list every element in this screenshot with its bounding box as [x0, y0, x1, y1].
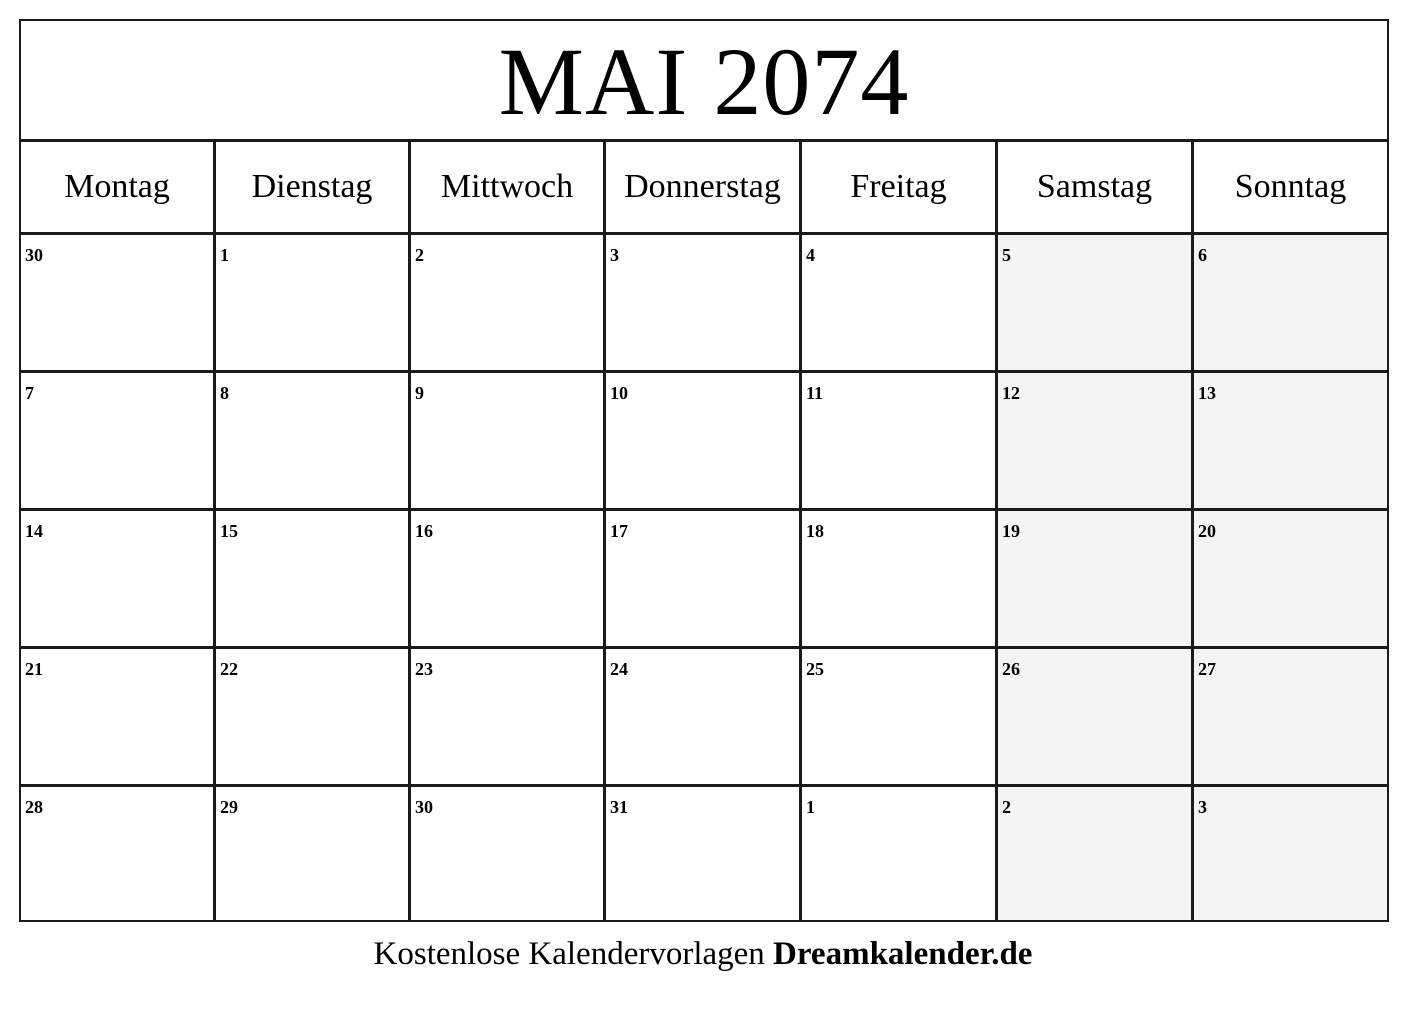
day-cell[interactable] [606, 787, 802, 920]
day-cell[interactable] [216, 511, 411, 649]
calendar-title: MAI 2074 [498, 28, 910, 135]
weekday-header-tuesday [216, 142, 411, 235]
day-number: 15 [220, 521, 238, 541]
day-number: 29 [220, 797, 238, 817]
day-number: 2 [415, 245, 424, 265]
weekday-header-thursday [606, 142, 802, 235]
day-cell[interactable] [411, 235, 606, 373]
footer-brand-link[interactable]: Dreamkalender.de [773, 936, 1033, 972]
day-number: 17 [610, 521, 628, 541]
day-number: 3 [610, 245, 619, 265]
day-cell[interactable] [21, 235, 216, 373]
day-number: 1 [220, 245, 229, 265]
weekday-header-monday [21, 142, 216, 235]
day-cell-weekend[interactable] [1194, 373, 1387, 511]
week-row-2 [21, 373, 1387, 511]
week-row-3 [21, 511, 1387, 649]
weekday-label: Dienstag [251, 168, 373, 205]
day-cell[interactable] [21, 511, 216, 649]
day-number: 22 [220, 659, 238, 679]
day-cell[interactable] [411, 787, 606, 920]
day-cell[interactable] [411, 373, 606, 511]
day-number: 26 [1002, 659, 1020, 679]
week-row-4 [21, 649, 1387, 787]
day-number: 2 [1002, 797, 1011, 817]
day-cell-weekend[interactable] [1194, 649, 1387, 787]
day-number: 7 [25, 383, 34, 403]
day-number: 25 [806, 659, 824, 679]
day-cell[interactable] [411, 511, 606, 649]
day-number: 31 [610, 797, 628, 817]
day-number: 28 [25, 797, 43, 817]
day-number: 19 [1002, 521, 1020, 541]
weekday-header-sunday [1194, 142, 1387, 235]
day-number: 3 [1198, 797, 1207, 817]
day-number: 27 [1198, 659, 1216, 679]
day-cell[interactable] [411, 649, 606, 787]
weekday-label: Mittwoch [440, 168, 574, 205]
day-cell-weekend[interactable] [1194, 511, 1387, 649]
day-cell[interactable] [802, 373, 998, 511]
week-row-1 [21, 235, 1387, 373]
weekday-header-saturday [998, 142, 1194, 235]
day-cell[interactable] [216, 373, 411, 511]
footer-text: Kostenlose Kalendervorlagen [373, 936, 765, 972]
day-number: 5 [1002, 245, 1011, 265]
day-number: 20 [1198, 521, 1216, 541]
day-number: 13 [1198, 383, 1216, 403]
day-number: 18 [806, 521, 824, 541]
day-cell[interactable] [21, 373, 216, 511]
day-cell[interactable] [606, 373, 802, 511]
day-number: 12 [1002, 383, 1020, 403]
calendar-grid [21, 142, 1387, 920]
day-number: 23 [415, 659, 433, 679]
day-cell[interactable] [802, 787, 998, 920]
day-number: 10 [610, 383, 628, 403]
day-cell[interactable] [802, 235, 998, 373]
weekday-header-friday [802, 142, 998, 235]
weekday-label: Donnerstag [624, 168, 781, 205]
weekday-label: Montag [64, 168, 170, 205]
weekday-label: Sonntag [1234, 168, 1347, 205]
calendar [19, 19, 1389, 922]
day-cell-weekend[interactable] [1194, 235, 1387, 373]
day-cell[interactable] [802, 511, 998, 649]
day-cell[interactable] [216, 235, 411, 373]
day-cell[interactable] [606, 235, 802, 373]
day-number: 9 [415, 383, 424, 403]
week-row-5 [21, 787, 1387, 920]
day-cell[interactable] [606, 511, 802, 649]
footer-credit [0, 936, 1406, 973]
weekday-header-wednesday [411, 142, 606, 235]
weekday-label: Samstag [1036, 168, 1153, 205]
day-cell[interactable] [802, 649, 998, 787]
day-number: 30 [415, 797, 433, 817]
day-number: 6 [1198, 245, 1207, 265]
day-cell[interactable] [21, 649, 216, 787]
day-number: 30 [25, 245, 43, 265]
day-number: 8 [220, 383, 229, 403]
day-cell[interactable] [216, 787, 411, 920]
day-number: 1 [806, 797, 815, 817]
day-cell-weekend[interactable] [998, 511, 1194, 649]
day-number: 4 [806, 245, 815, 265]
day-cell-weekend[interactable] [998, 787, 1194, 920]
day-number: 21 [25, 659, 43, 679]
day-number: 11 [806, 383, 824, 403]
day-number: 14 [25, 521, 43, 541]
day-cell-weekend[interactable] [998, 235, 1194, 373]
day-number: 16 [415, 521, 433, 541]
weekday-label: Freitag [850, 168, 947, 205]
day-cell-weekend[interactable] [1194, 787, 1387, 920]
day-cell[interactable] [21, 787, 216, 920]
day-cell-weekend[interactable] [998, 373, 1194, 511]
title-box [21, 21, 1387, 142]
day-cell[interactable] [606, 649, 802, 787]
day-cell[interactable] [216, 649, 411, 787]
weekday-header-row [21, 142, 1387, 235]
day-cell-weekend[interactable] [998, 649, 1194, 787]
day-number: 24 [610, 659, 628, 679]
